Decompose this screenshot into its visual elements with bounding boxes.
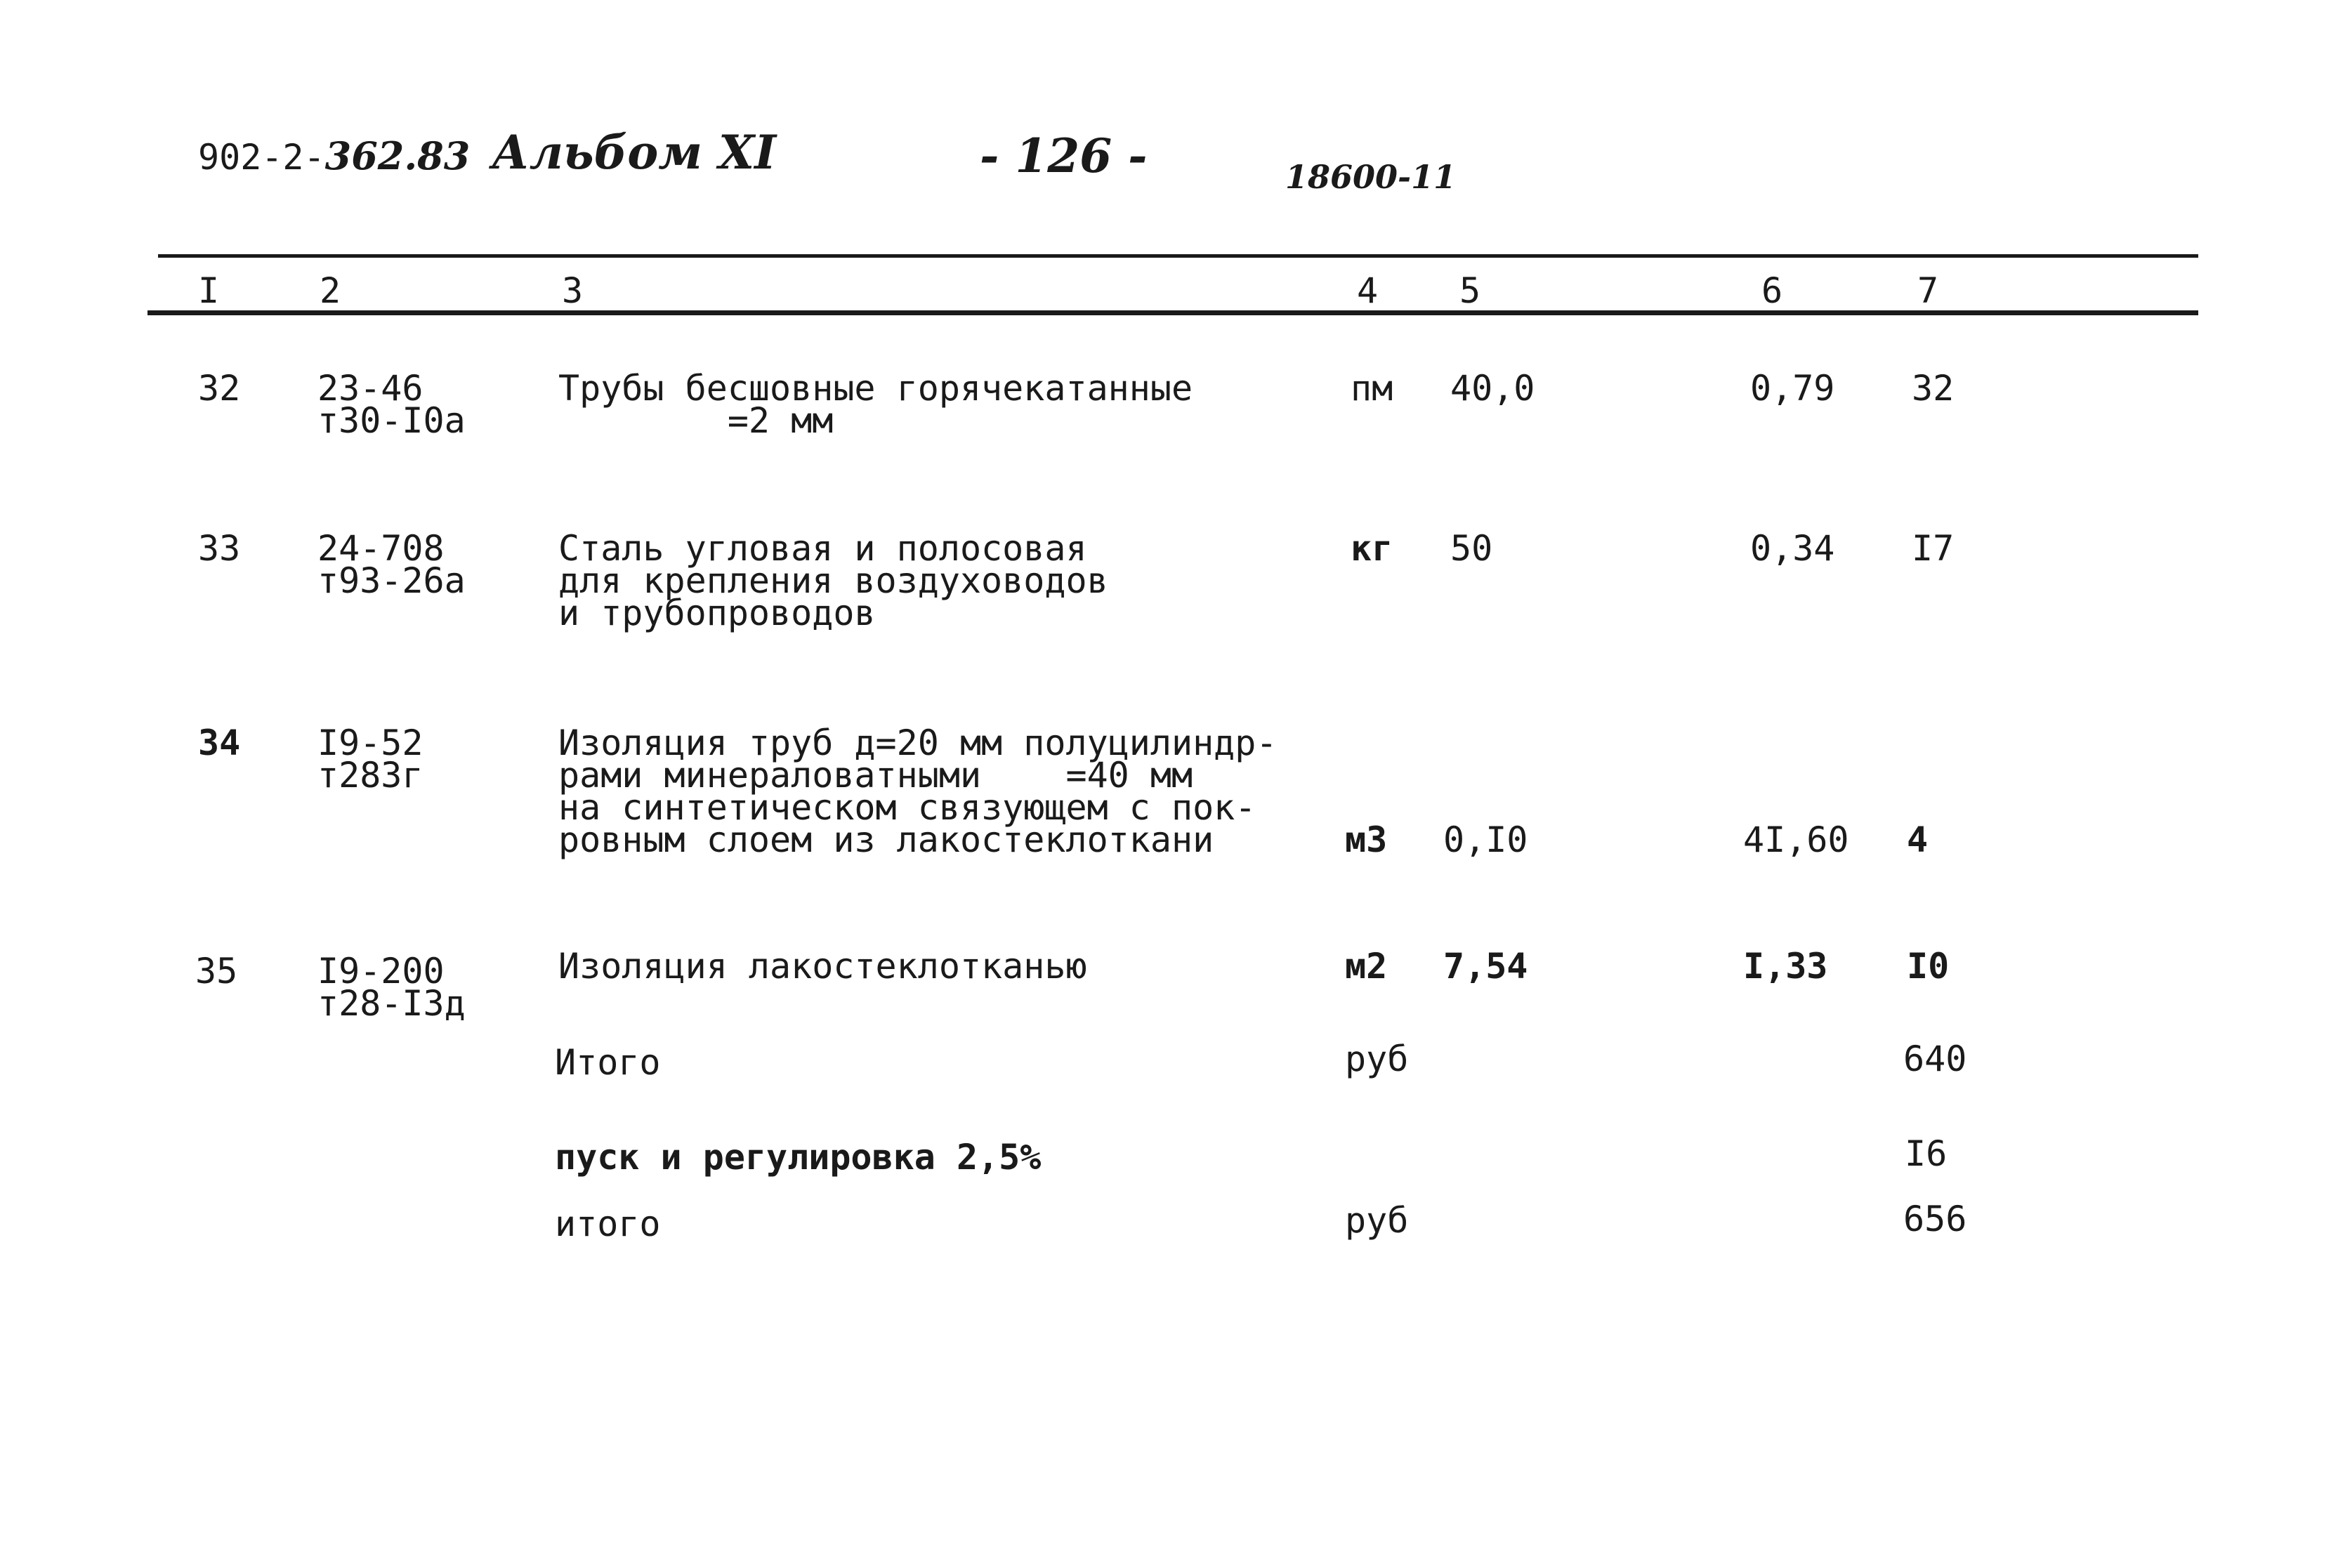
- archive-number: 18600-11: [1285, 158, 1457, 196]
- album-label: Альбом XI: [492, 125, 777, 180]
- unit: м3: [1345, 819, 1388, 860]
- summary-total: 640: [1903, 1039, 1967, 1079]
- total-cost: I7: [1912, 528, 1955, 569]
- resource-code-line: т283г: [317, 755, 423, 796]
- resource-code: [317, 368, 466, 441]
- resource-code: [317, 528, 466, 601]
- summary-label: Итого: [555, 1042, 661, 1083]
- item-name: [558, 368, 1193, 441]
- row-number: 34: [198, 723, 241, 763]
- row-number: 35: [195, 951, 238, 991]
- unit-price: 0,79: [1750, 368, 1835, 409]
- item-name-line: рами минераловатными =40 мм: [558, 755, 1193, 796]
- summary-label: итого: [555, 1204, 661, 1244]
- quantity: 7,54: [1443, 946, 1528, 987]
- item-name-line: Изоляция лакостеклотканью: [558, 946, 1087, 987]
- resource-code-line: т28-I3д: [317, 983, 466, 1024]
- row-number: 33: [198, 528, 241, 569]
- summary-unit: руб: [1345, 1039, 1409, 1079]
- column-number-5: 5: [1459, 270, 1481, 311]
- total-cost: I0: [1907, 946, 1950, 987]
- unit-price: 0,34: [1750, 528, 1835, 569]
- column-number-3: 3: [562, 270, 584, 311]
- summary-unit: руб: [1345, 1200, 1409, 1241]
- document-code: [198, 133, 470, 178]
- unit: пм: [1351, 368, 1393, 409]
- column-number-6: 6: [1761, 270, 1783, 311]
- item-name: [558, 946, 1087, 987]
- item-name-line: и трубопроводов: [558, 593, 876, 633]
- document-code-printed: 902-2-: [198, 137, 325, 178]
- resource-code-line: 23-46: [317, 368, 423, 409]
- item-name-line: =2 мм: [558, 400, 834, 441]
- resource-code: [317, 723, 423, 796]
- quantity: 0,I0: [1443, 819, 1528, 860]
- item-name: [558, 528, 1108, 633]
- summary-label: пуск и регулировка 2,5%: [555, 1137, 1042, 1178]
- column-number-2: 2: [320, 270, 341, 311]
- unit-price: 4I,60: [1743, 819, 1849, 860]
- item-name-line: Изоляция труб д=20 мм полуцилиндр-: [558, 723, 1278, 763]
- quantity: 40,0: [1450, 368, 1535, 409]
- item-name-line: Трубы бесшовные горячекатанные: [558, 368, 1193, 409]
- column-number-7: 7: [1917, 270, 1939, 311]
- page-number: - 126 -: [980, 129, 1148, 183]
- item-name-line: для крепления воздуховодов: [558, 560, 1108, 601]
- column-number-1: I: [198, 270, 220, 311]
- unit: кг: [1351, 528, 1393, 569]
- total-cost: 32: [1912, 368, 1955, 409]
- document-code-handwritten: 362.83: [324, 133, 471, 178]
- item-name-line: на синтетическом связующем с пок-: [558, 787, 1256, 828]
- column-number-4: 4: [1357, 270, 1379, 311]
- resource-code-line: 24-708: [317, 528, 445, 569]
- resource-code-line: I9-200: [317, 951, 445, 991]
- table-top-rule: [158, 254, 2198, 258]
- resource-code-line: т30-I0a: [317, 400, 466, 441]
- unit: м2: [1345, 946, 1388, 987]
- row-number: 32: [198, 368, 241, 409]
- resource-code-line: т93-26а: [317, 560, 466, 601]
- summary-total: 656: [1903, 1199, 1967, 1239]
- quantity: 50: [1450, 528, 1493, 569]
- item-name: [558, 723, 1278, 860]
- resource-code-line: I9-52: [317, 723, 423, 763]
- unit-price: I,33: [1743, 946, 1828, 987]
- table-header-rule: [147, 310, 2198, 315]
- resource-code: [317, 951, 466, 1024]
- item-name-line: Сталь угловая и полосовая: [558, 528, 1087, 569]
- total-cost: 4: [1907, 819, 1929, 860]
- item-name-line: ровным слоем из лакостеклоткани: [558, 819, 1214, 860]
- summary-total: I6: [1905, 1133, 1948, 1174]
